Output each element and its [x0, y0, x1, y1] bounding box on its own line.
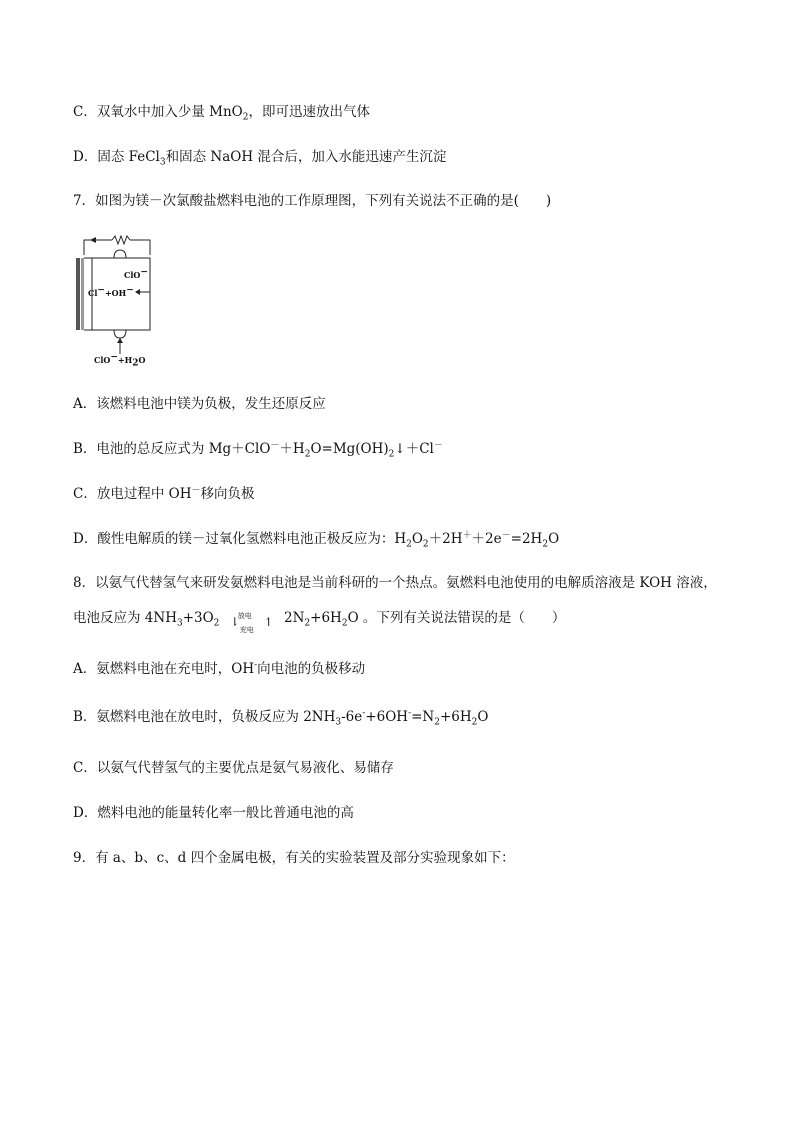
arrow-label-discharge: 放电	[237, 611, 252, 620]
label-inlet: $ClO^-+H_2O$	[94, 352, 146, 369]
q8-option-b: B．氨燃料电池在放电时，负极反应为 $2NH_3-6e^-+6OH^-=N_2+6H_2O$	[73, 708, 489, 728]
q9-stem: 9．有 a、b、c、d 四个金属电极，有关的实验装置及部分实验现象如下：	[73, 850, 515, 866]
current-arrow-icon	[90, 237, 96, 243]
q8-option-c: C．以氨气代替氢气的主要优点是氨气易液化、易储存	[73, 760, 394, 776]
q7-option-d: D．酸性电解质的镁－过氧化氢燃料电池正极反应为：$H_2O_2+2H^++2e^-=2H_2O$	[73, 530, 560, 550]
q8-option-a: A．氨燃料电池在充电时，OH-向电池的负极移动	[73, 660, 366, 677]
arrow-down-icon: ⇂	[229, 614, 240, 629]
q7-option-a: A．该燃料电池中镁为负极，发生还原反应	[73, 396, 326, 412]
q7-stem: 7．如图为镁－次氯酸盐燃料电池的工作原理图，下列有关说法不正确的是( )	[73, 193, 552, 209]
q8-option-d: D．燃料电池的能量转化率一般比普通电池的高	[73, 805, 354, 821]
resistor-icon	[112, 236, 130, 244]
q8-stem-line1: 8．以氨气代替氢气来研发氨燃料电池是当前科研的一个热点。氨燃料电池使用的电解质溶液是 KOH 溶液，	[73, 575, 717, 591]
q7-option-b: B．电池的总反应式为 $Mg+ClO^-+H_2O=Mg(OH)_2↓+Cl^-$	[73, 440, 443, 460]
magnesium-electrode	[76, 258, 80, 330]
fuel-cell-svg	[72, 230, 182, 370]
fuel-cell-diagram	[72, 230, 182, 370]
q7-option-c: C．放电过程中 OH－移向负极	[73, 485, 255, 502]
reversible-arrow	[229, 609, 274, 634]
q6-option-c: C．双氧水中加入少量 MnO$_2$，即可迅速放出气体	[73, 104, 370, 123]
label-clo: ClO−	[124, 267, 148, 280]
q8-stem-line2: 电池反应为 $4NH_3+3O_2$ ⇂ 放电 充电 ↿ $2N_2+6H_2O$ 。下列有关说法错误的是（ ）	[73, 608, 565, 629]
q6-option-d: D．固态 FeCl$_3$和固态 NaOH 混合后，加入水能迅速产生沉淀	[73, 149, 447, 168]
label-cl-oh: Cl−+OH−	[88, 285, 134, 298]
arrow-label-charge: 充电	[239, 625, 254, 634]
arrow-up-icon: ↿	[263, 614, 274, 629]
